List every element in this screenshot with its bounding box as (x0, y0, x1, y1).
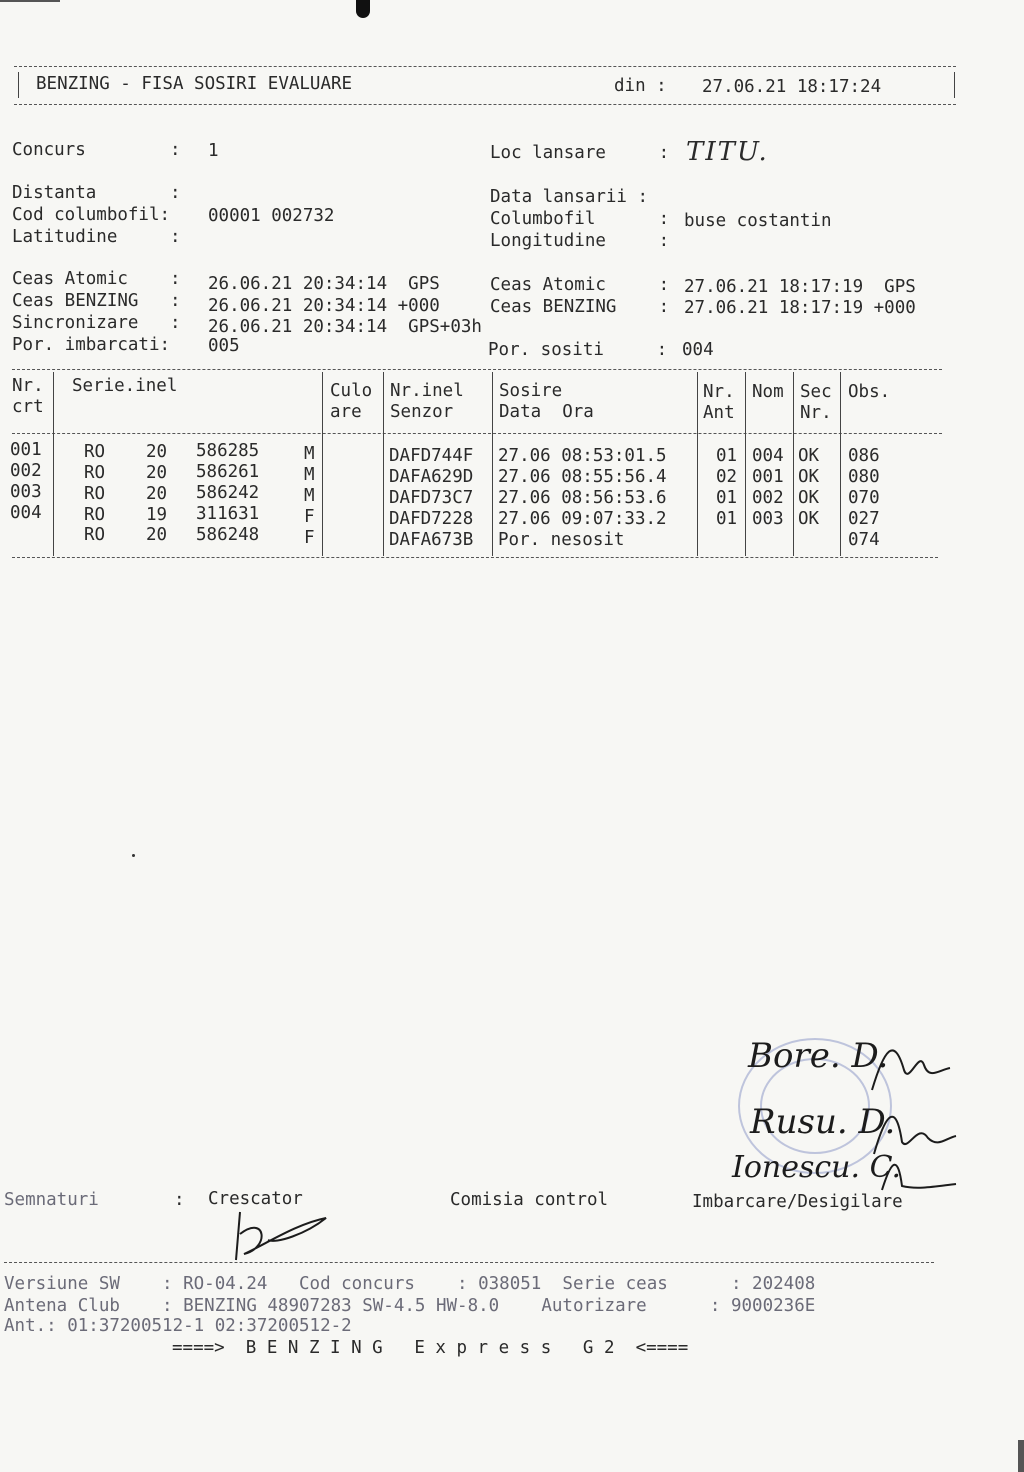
cell-country: RO (84, 484, 106, 504)
cell-sex: M (304, 486, 315, 506)
th-sec-2: Nr. (800, 403, 832, 423)
col-sep-2 (322, 372, 323, 556)
col-sep-5 (697, 372, 698, 556)
cell-country: RO (84, 505, 106, 525)
cell-nr: 001 (10, 440, 42, 460)
ceas-atomic-label: Ceas Atomic : (12, 269, 181, 289)
concurs-label: Concurs : (12, 140, 181, 160)
cell-ring: 586242 (196, 483, 260, 503)
table-bottom-rule (12, 557, 938, 558)
footer-versiune: Versiune SW : RO-04.24 Cod concurs : 038051 Serie ceas : 202408 (4, 1274, 816, 1294)
col-sep-4 (492, 372, 493, 556)
crescator-label: Crescator (208, 1189, 303, 1209)
cod-columbofil-label: Cod columbofil: (12, 205, 171, 225)
col-sep-3 (383, 372, 384, 556)
por-sositi-label: Por. sositi : (488, 340, 668, 360)
cell-year: 19 (146, 505, 168, 525)
th-culoare-1: Culo (330, 381, 373, 401)
th-obs: Obs. (848, 382, 891, 402)
cell-ring: 586248 (196, 525, 260, 545)
cell-obs: 080 (848, 467, 880, 487)
th-culoare-2: are (330, 402, 362, 422)
header-date-label: din : (614, 76, 667, 96)
th-ant-1: Nr. (703, 382, 735, 402)
cell-year: 20 (146, 463, 168, 483)
cell-ant: 01 (716, 446, 738, 466)
cell-nom: 004 (752, 446, 784, 466)
footer-ant: Ant.: 01:37200512-1 02:37200512-2 (4, 1316, 352, 1336)
cell-sex: F (304, 528, 315, 548)
scan-dot (132, 854, 135, 857)
semnaturi-sep: : (174, 1190, 185, 1210)
header-date-value: 27.06.21 18:17:24 (702, 77, 882, 97)
cell-ring: 311631 (196, 504, 260, 524)
loc-lansare-value: TITU. (686, 137, 769, 167)
signature-scribble-1 (864, 1030, 954, 1100)
cell-senzor: DAFA673B (389, 530, 474, 550)
th-nrinel-2: Senzor (390, 402, 454, 422)
cell-sosire: 27.06 08:56:53.6 (498, 488, 667, 508)
distanta-label: Distanta : (12, 183, 181, 203)
cell-nom: 003 (752, 509, 784, 529)
cell-sosire: Por. nesosit (498, 530, 625, 550)
cell-nr: 004 (10, 503, 42, 523)
signature-name-3: Ionescu. C. (732, 1150, 901, 1185)
ceas-atomic-value: 26.06.21 20:34:14 GPS (208, 274, 440, 294)
table-header-rule (12, 433, 942, 434)
sincronizare-label: Sincronizare : (12, 313, 181, 333)
scan-mark (356, 0, 370, 18)
ceas-benzing-right-label: Ceas BENZING : (490, 297, 670, 317)
table-top-rule (12, 369, 942, 370)
th-nrinel-1: Nr.inel (390, 381, 464, 401)
cell-ant: 01 (716, 488, 738, 508)
ceas-benzing-value: 26.06.21 20:34:14 +000 (208, 296, 440, 316)
th-nr-2: crt (12, 397, 44, 417)
th-serie: Serie.inel (72, 376, 178, 396)
sincronizare-value: 26.06.21 20:34:14 GPS+03h (208, 317, 482, 337)
cell-senzor: DAFD7228 (389, 509, 474, 529)
col-sep-1 (53, 372, 54, 556)
th-sosire-1: Sosire (499, 381, 563, 401)
concurs-value: 1 (208, 141, 219, 161)
header-left-bar (18, 72, 19, 98)
cell-obs: 070 (848, 488, 880, 508)
cell-ant: 01 (716, 509, 738, 529)
cell-senzor: DAFD744F (389, 446, 474, 466)
columbofil-label: Columbofil : (490, 209, 670, 229)
cell-sex: F (304, 507, 315, 527)
cod-columbofil-value: 00001 002732 (208, 206, 335, 226)
cell-sex: M (304, 444, 315, 464)
cell-obs: 027 (848, 509, 880, 529)
imbarcare-label: Imbarcare/Desigilare (692, 1192, 903, 1212)
scan-edge (1018, 1440, 1024, 1472)
ceas-atomic-right-label: Ceas Atomic : (490, 275, 670, 295)
cell-obs: 074 (848, 530, 880, 550)
cell-nom: 002 (752, 488, 784, 508)
cell-senzor: DAFD73C7 (389, 488, 474, 508)
crescator-signature (226, 1204, 336, 1264)
footer-antena: Antena Club : BENZING 48907283 SW-4.5 HW-8.0 Autorizare : 9000236E (4, 1296, 816, 1316)
cell-year: 20 (146, 442, 168, 462)
col-sep-8 (840, 372, 841, 556)
cell-nom: 001 (752, 467, 784, 487)
cell-senzor: DAFA629D (389, 467, 474, 487)
por-sositi-value: 004 (682, 340, 714, 360)
cell-year: 20 (146, 484, 168, 504)
cell-sec: OK (798, 467, 820, 487)
cell-sosire: 27.06 08:55:56.4 (498, 467, 667, 487)
th-nom: Nom (752, 382, 784, 402)
ceas-atomic-right-value: 27.06.21 18:17:19 GPS (684, 277, 916, 297)
th-ant-2: Ant (703, 403, 735, 423)
por-imbarcati-label: Por. imbarcati: (12, 335, 171, 355)
cell-country: RO (84, 525, 106, 545)
columbofil-value: buse costantin (684, 211, 832, 231)
cell-year: 20 (146, 525, 168, 545)
longitudine-label: Longitudine : (490, 231, 670, 251)
cell-sec: OK (798, 488, 820, 508)
cell-country: RO (84, 463, 106, 483)
cell-nr: 003 (10, 482, 42, 502)
cell-sosire: 27.06 09:07:33.2 (498, 509, 667, 529)
signature-name-1: Bore. D. (748, 1036, 889, 1076)
cell-ring: 586285 (196, 441, 260, 461)
header-bottom-rule (14, 104, 956, 105)
footer-brand: ====> B E N Z I N G E x p r e s s G 2 <==== (172, 1338, 689, 1358)
cell-nr: 002 (10, 461, 42, 481)
data-lansarii-label: Data lansarii : (490, 187, 649, 207)
cell-ant: 02 (716, 467, 738, 487)
scan-mark-left (0, 0, 60, 2)
cell-sec: OK (798, 509, 820, 529)
cell-country: RO (84, 442, 106, 462)
col-sep-6 (745, 372, 746, 556)
ceas-benzing-label: Ceas BENZING : (12, 291, 181, 311)
latitudine-label: Latitudine : (12, 227, 181, 247)
th-sec-1: Sec (800, 382, 832, 402)
header-title: BENZING - FISA SOSIRI EVALUARE (36, 74, 353, 94)
th-nr-1: Nr. (12, 376, 44, 396)
col-sep-7 (793, 372, 794, 556)
th-sosire-2: Data Ora (499, 402, 594, 422)
header-top-rule (14, 66, 956, 67)
signature-name-2: Rusu. D. (750, 1102, 896, 1142)
ceas-benzing-right-value: 27.06.21 18:17:19 +000 (684, 298, 916, 318)
por-imbarcati-value: 005 (208, 336, 240, 356)
cell-sec: OK (798, 446, 820, 466)
cell-ring: 586261 (196, 462, 260, 482)
semnaturi-label: Semnaturi (4, 1190, 99, 1210)
footer-rule (4, 1262, 934, 1263)
header-right-bar (954, 72, 955, 98)
cell-obs: 086 (848, 446, 880, 466)
cell-sex: M (304, 465, 315, 485)
cell-sosire: 27.06 08:53:01.5 (498, 446, 667, 466)
loc-lansare-label: Loc lansare : (490, 143, 670, 163)
comisia-label: Comisia control (450, 1190, 609, 1210)
